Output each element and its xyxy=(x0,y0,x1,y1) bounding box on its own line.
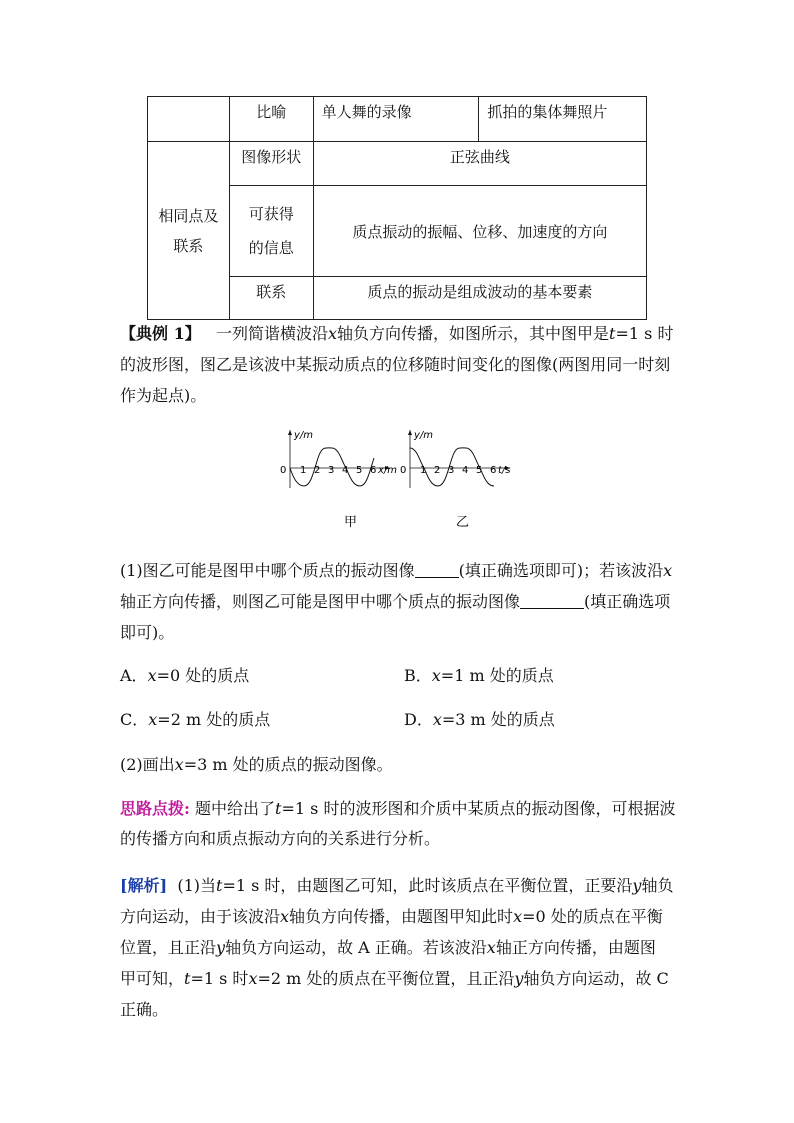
yi-tick-5: 5 xyxy=(476,465,483,476)
group-label-cell xyxy=(148,142,230,320)
yi-tick-2: 2 xyxy=(434,465,441,476)
option-b[interactable]: B．x=1 m 处的质点 xyxy=(404,666,554,685)
q1-line-2: 轴正方向传播，则图乙可能是图甲中哪个质点的振动图像 (填正确选项 xyxy=(120,592,671,611)
cell-label-info xyxy=(229,186,313,277)
analysis-line-5: 正确。 xyxy=(120,1000,169,1019)
analysis-line-2: 方向运动，由于该波沿x轴负方向传播，由题图甲知此时x=0 处的质点在平衡 xyxy=(120,907,663,926)
q1-line-3: 即可)。 xyxy=(120,623,175,642)
yi-y-label: y/m xyxy=(414,430,434,441)
cell-label-shape: 图像形状 xyxy=(229,142,313,186)
info-label-line-1: 可获得 xyxy=(248,205,294,223)
jia-x-label: x/m xyxy=(378,465,398,476)
jia-tick-2: 2 xyxy=(314,465,321,476)
caption-jia: 甲 xyxy=(344,515,358,530)
option-c[interactable]: C．x=2 m 处的质点 xyxy=(120,710,271,729)
answer-blank-1[interactable] xyxy=(415,561,459,578)
yi-tick-4: 4 xyxy=(462,465,469,476)
caption-yi: 乙 xyxy=(456,515,470,530)
cell-relation-content: 质点的振动是组成波动的基本要素 xyxy=(313,277,646,320)
yi-origin: 0 xyxy=(400,465,407,476)
hint-line-1: 思路点拨: 题中给出了t=1 s 时的波形图和介质中某质点的振动图像，可根据波 xyxy=(120,799,676,818)
hint-line-2: 的传播方向和质点振动方向的关系进行分析。 xyxy=(120,829,441,848)
cell-label-relation: 联系 xyxy=(229,277,313,320)
empty-cell xyxy=(148,97,230,142)
yi-tick-6: 6 xyxy=(490,465,497,476)
answer-blank-2[interactable] xyxy=(520,592,584,609)
yi-x-label: t/s xyxy=(498,465,511,476)
figure-yi xyxy=(400,430,511,488)
example-line-2: 的波形图，图乙是该波中某振动质点的位移随时间变化的图像(两图用同一时刻 xyxy=(120,355,671,374)
q1-line-1: (1)图乙可能是图甲中哪个质点的振动图像 (填正确选项即可)；若该波沿x xyxy=(120,561,673,580)
yi-tick-3: 3 xyxy=(448,465,455,476)
comparison-table xyxy=(147,96,647,320)
example-line-1: 【典例 1】 一列简谐横波沿x轴负方向传播，如图所示，其中图甲是t=1 s 时 xyxy=(120,324,674,343)
yi-tick-1: 1 xyxy=(420,465,427,476)
info-label-line-2: 的信息 xyxy=(248,239,294,257)
jia-y-label: y/m xyxy=(294,430,314,441)
analysis-line-4: 甲可知，t=1 s 时x=2 m 处的质点在平衡位置，且正沿y轴负方向运动，故 C xyxy=(120,969,669,988)
q2-line: (2)画出x=3 m 处的质点的振动图像。 xyxy=(120,755,393,774)
wave-figures xyxy=(270,422,530,542)
example-tag: 【典例 1】 xyxy=(120,324,201,343)
jia-ticks xyxy=(300,465,376,476)
option-d[interactable]: D．x=3 m 处的质点 xyxy=(404,710,555,729)
jia-origin: 0 xyxy=(280,465,287,476)
cell-wave-video: 单人舞的录像 xyxy=(313,97,479,142)
analysis-line-1: [解析] (1)当t=1 s 时，由题图乙可知，此时该质点在平衡位置，正要沿y轴负 xyxy=(120,876,674,895)
jia-tick-3: 3 xyxy=(328,465,335,476)
hint-label: 思路点拨 xyxy=(120,799,185,818)
group-label-line-2: 联系 xyxy=(173,236,204,255)
option-a[interactable]: A．x=0 处的质点 xyxy=(120,666,250,685)
jia-tick-1: 1 xyxy=(300,465,307,476)
group-label-line-1: 相同点及 xyxy=(158,206,219,225)
analysis-label: [解析] xyxy=(120,876,168,895)
cell-group-photo: 抓拍的集体舞照片 xyxy=(479,97,647,142)
yi-ticks xyxy=(420,465,496,476)
cell-info-content: 质点振动的振幅、位移、加速度的方向 xyxy=(313,186,646,277)
analysis-line-3: 位置，且正沿y轴负方向运动，故 A 正确。若该波沿x轴正方向传播，由题图 xyxy=(120,938,656,957)
figure-jia xyxy=(280,430,397,488)
cell-label-metaphor: 比喻 xyxy=(229,97,313,142)
cell-sine-curve: 正弦曲线 xyxy=(313,142,646,186)
example-line-3: 作为起点)。 xyxy=(120,386,207,405)
jia-tick-4: 4 xyxy=(342,465,349,476)
jia-tick-5: 5 xyxy=(356,465,363,476)
jia-tick-6: 6 xyxy=(370,465,377,476)
